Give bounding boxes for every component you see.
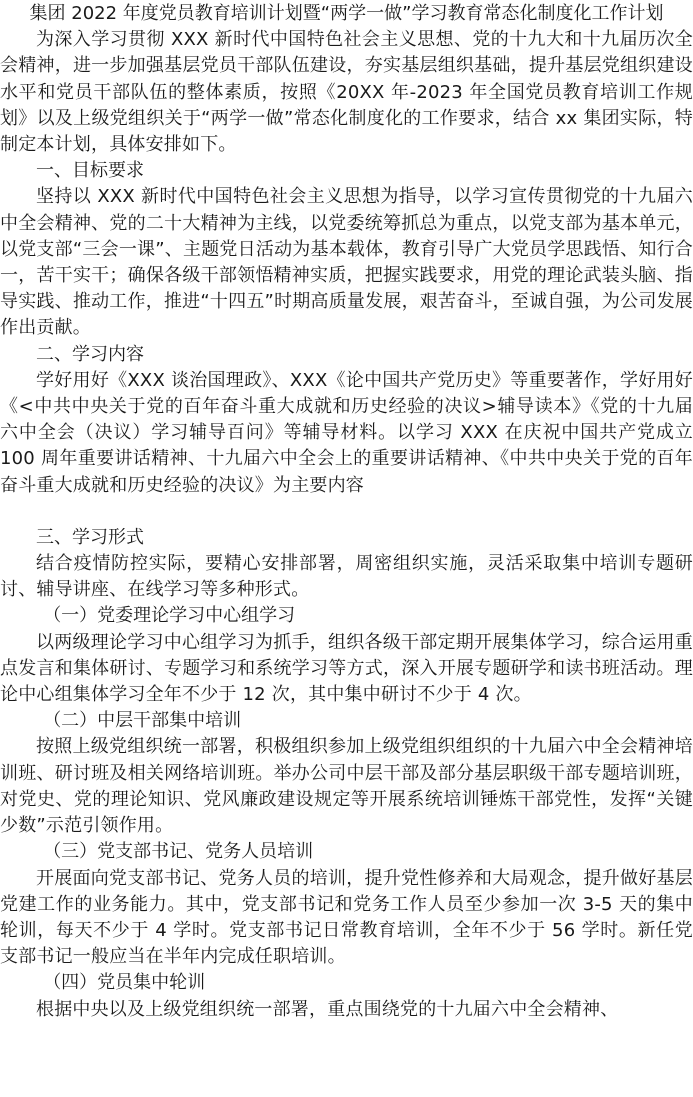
subsection-heading-3: （三）党支部书记、党务人员培训 [43, 841, 314, 863]
subsection-text-3: 开展面向党支部书记、党务人员的培训，提升党性修养和大局观念，提升做好基层党建工作的业务能力。其中，党支部书记和党务工作人员至少参加一次 3-5 天的集中轮训，每天不少于 4 学时。党支部书记日常教育培训，全年不少于 56 学时。新任党支部书记一般应当在半年内完成任职培训。 [0, 867, 693, 968]
section-heading-goal: 一、目标要求 [36, 160, 144, 182]
subsection-heading-1: （一）党委理论学习中心组学习 [43, 605, 296, 627]
section-text-form: 结合疫情防控实际，要精心安排部署，周密组织实施，灵活采取集中培训专题研讨、辅导讲座、在线学习等多种形式。 [0, 553, 693, 601]
section-heading-content: 二、学习内容 [36, 343, 144, 365]
section-text-content: 学好用好《XXX 谈治国理政》、XXX《论中国共产党历史》等重要著作，学好用好《<中共中央关于党的百年奋斗重大成就和历史经验的决议>辅导读本》《党的十九届六中全会（决议）学习辅导百问》等辅导材料。以学习 XXX 在庆祝中国共产党成立 100 周年重要讲话精神、十九届六中全会上的重要讲话精神、《中共中央关于党的百年奋斗重大成就和历史经验的决议》为主要内容 [0, 369, 693, 496]
section-text-goal: 坚持以 XXX 新时代中国特色社会主义思想为指导，以学习宣传贯彻党的十九届六中全会精神、党的二十大精神为主线，以党委统筹抓总为重点，以党支部为基本单元，以党支部“三会一课”、主题党日活动为基本载体，教育引导广大党员学思践悟、知行合一，苦干实干；确保各级干部领悟精神实质，把握实践要求，用党的理论武装头脑、指导实践、推动工作，推进“十四五”时期高质量发展，艰苦奋斗，至诚自强，为公司发展作出贡献。 [0, 186, 693, 339]
subsection-text-4: 根据中央以及上级党组织统一部署，重点围绕党的十九届六中全会精神、 [36, 998, 619, 1020]
blank-line [0, 499, 693, 525]
subsection-heading-4: （四）党员集中轮训 [43, 972, 206, 994]
subsection-text-1: 以两级理论学习中心组学习为抓手，组织各级干部定期开展集体学习，综合运用重点发言和集体研讨、专题学习和系统学习等方式，深入开展专题研学和读书班活动。理论中心组集体学习全年不少于 12 次，其中集中研讨不少于 4 次。 [0, 631, 693, 706]
intro-paragraph: 为深入学习贯彻 XXX 新时代中国特色社会主义思想、党的十九大和十九届历次全会精神，进一步加强基层党员干部队伍建设，夯实基层组织基础，提升基层党组织建设水平和党员干部队伍的整体素质，按照《20XX 年-2023 年全国党员教育培训工作规划》以及上级党组织关于“两学一做”常态化制度化的工作要求，结合 xx 集团实际，特制定本计划，具体安排如下。 [0, 29, 693, 156]
document-title: 集团 2022 年度党员教育培训计划暨“两学一做”学习教育常态化制度化工作计划 [29, 3, 664, 24]
section-heading-form: 三、学习形式 [36, 526, 144, 548]
subsection-text-2: 按照上级党组织统一部署，积极组织参加上级党组织组织的十九届六中全会精神培训班、研讨班及相关网络培训班。举办公司中层干部及部分基层职级干部专题培训班，对党史、党的理论知识、党风廉政建设规定等开展系统培训锤炼干部党性，发挥“关键少数”示范引领作用。 [0, 736, 693, 837]
subsection-heading-2: （二）中层干部集中培训 [43, 710, 242, 732]
